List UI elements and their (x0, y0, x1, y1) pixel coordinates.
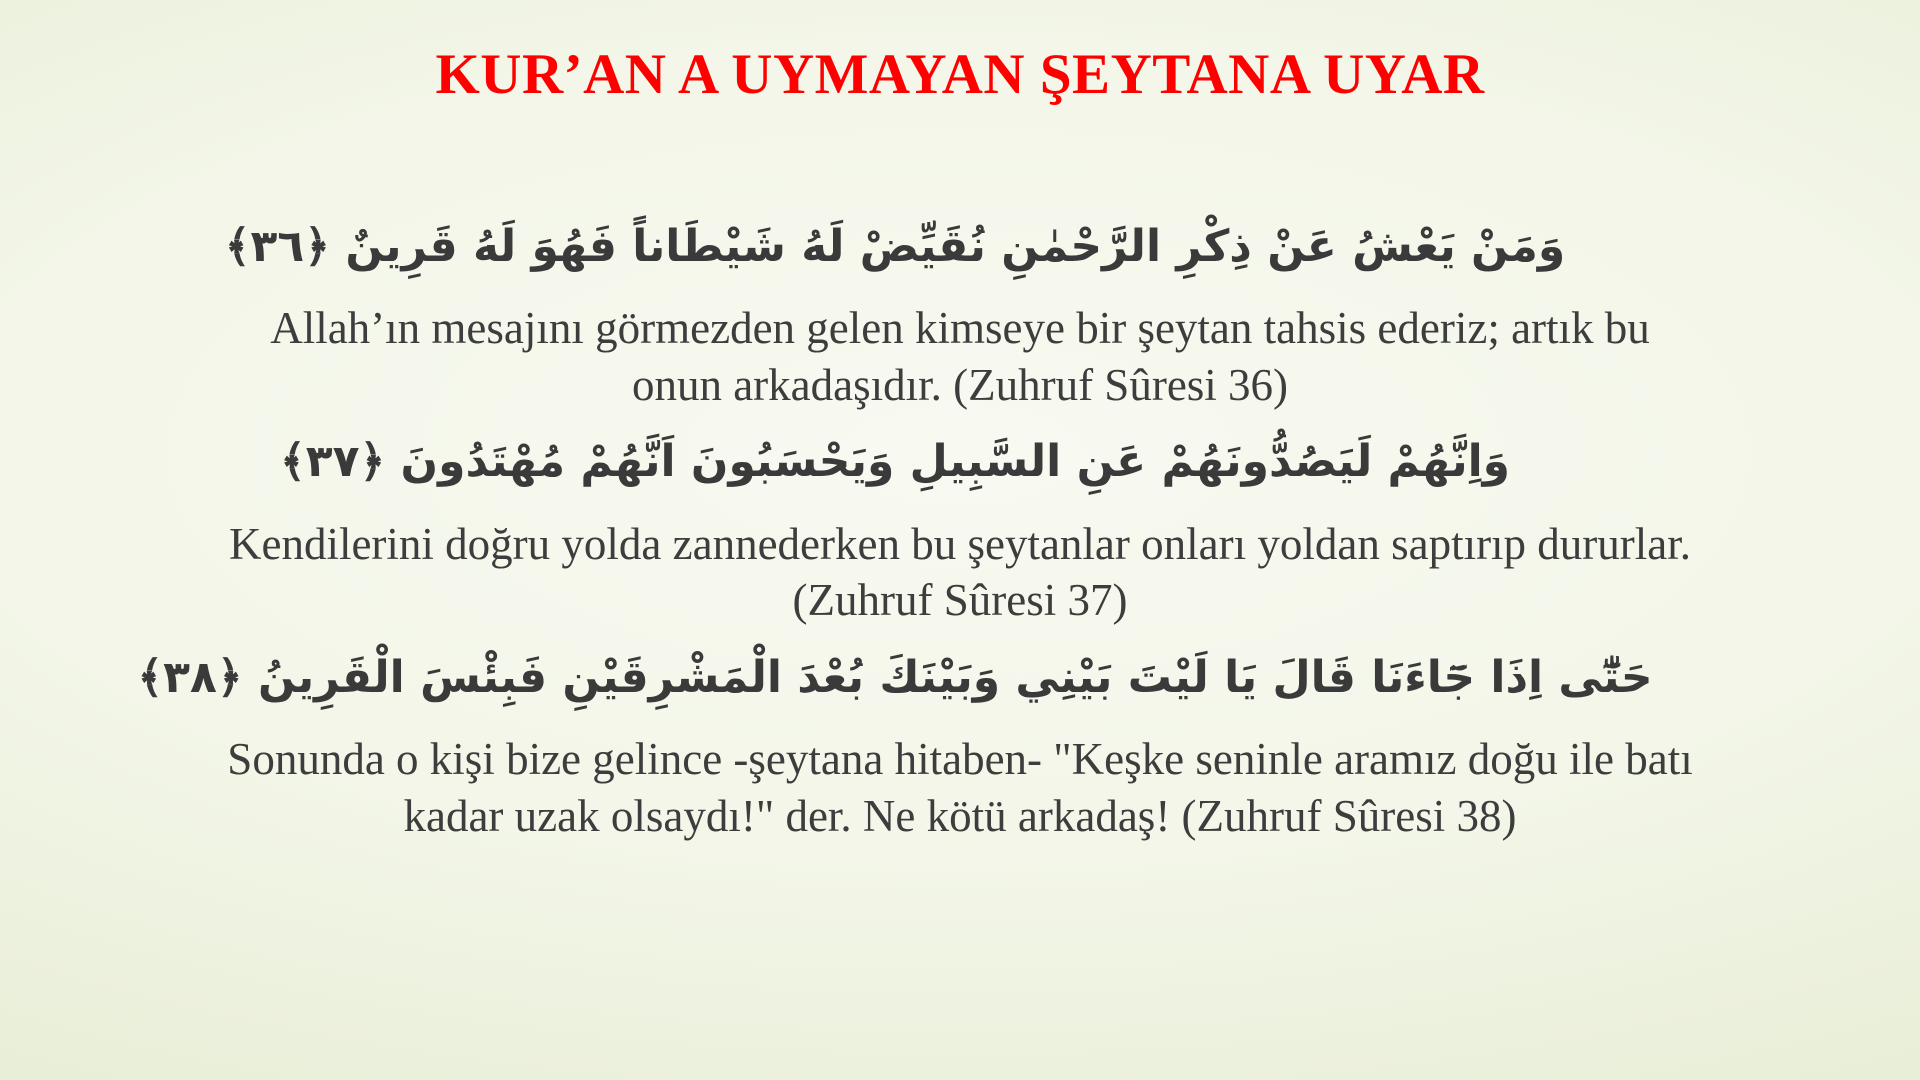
verse-block-36 (45, 212, 1875, 414)
translation-37-line-1: Kendilerini doğru yolda zannederken bu şeytanlar onları yoldan saptırıp dururlar. (228, 518, 1692, 569)
translation-36-line-1: Allah’ın mesajını görmezden gelen kimseye bir şeytan tahsis ederiz; artık bu (270, 302, 1650, 353)
translation-36-line-2: onun arkadaşıdır. (Zuhruf Sûresi 36) (631, 359, 1289, 410)
translation-37 (45, 516, 1875, 629)
arabic-verse-36: وَمَنْ يَعْشُ عَنْ ذِكْرِ الرَّحْمٰنِ نُقَيِّضْ لَهُ شَيْطَاناً فَهُوَ لَهُ قَرِينٌ ﴿٣٦﴾ (224, 220, 1566, 272)
arabic-verse-38: حَتّٰٓى اِذَا جَٓاءَنَا قَالَ يَا لَيْتَ بَيْنِي وَبَيْنَكَ بُعْدَ الْمَشْرِقَيْنِ فَبِئْسَ الْقَرِينُ ﴿٣٨﴾ (137, 652, 1653, 704)
translation-38-line-2: kadar uzak olsaydı!" der. Ne kötü arkadaş! (Zuhruf Sûresi 38) (403, 791, 1517, 842)
arabic-verse-37: وَاِنَّهُمْ لَيَصُدُّونَهُمْ عَنِ السَّبِيلِ وَيَحْسَبُونَ اَنَّهُمْ مُهْتَدُونَ ﴿٣٧﴾ (279, 436, 1511, 488)
translation-38 (45, 731, 1875, 844)
translation-37-line-2: (Zuhruf Sûresi 37) (792, 575, 1128, 626)
verse-block-37 (45, 427, 1875, 629)
verse-block-38 (45, 643, 1875, 845)
verses-container (0, 212, 1920, 845)
translation-38-line-1: Sonunda o kişi bize gelince -şeytana hitaben- "Keşke seninle aramız doğu ile batı (227, 734, 1693, 785)
translation-36 (45, 300, 1875, 413)
slide-title: KUR’AN A UYMAYAN ŞEYTANA UYAR (435, 43, 1485, 106)
